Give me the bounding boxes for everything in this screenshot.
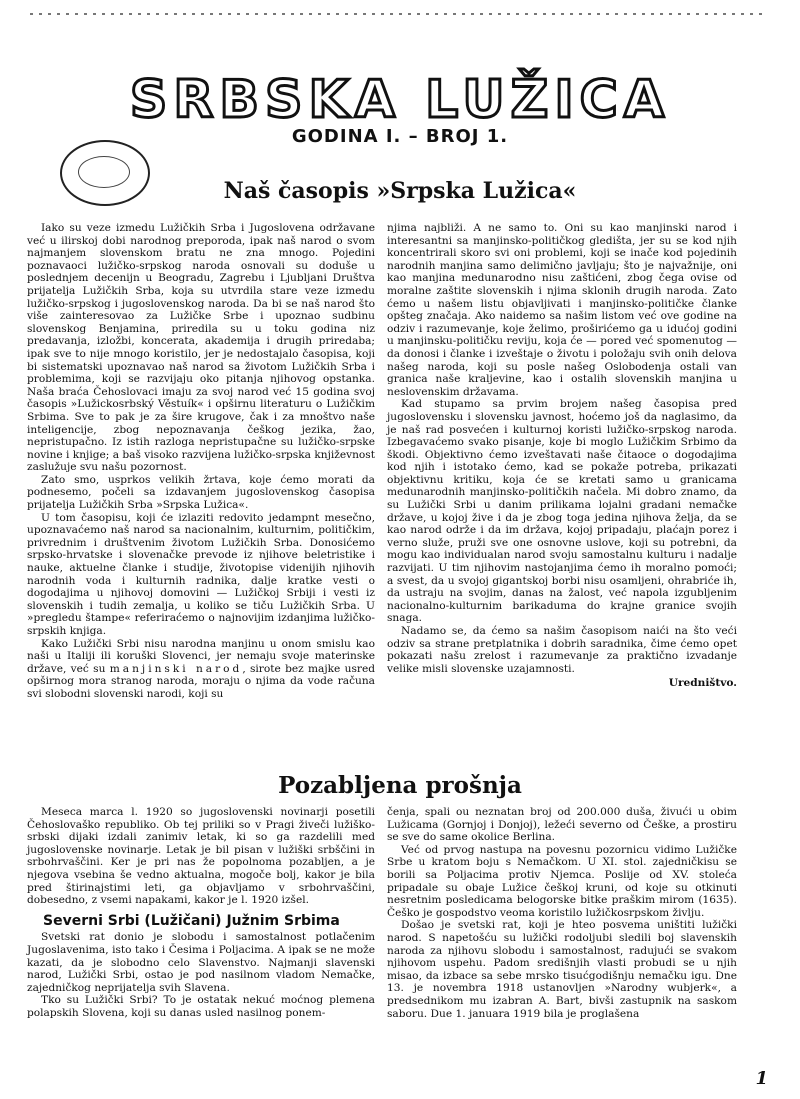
article-column-left xyxy=(27,222,375,701)
signature: Uredništvo. xyxy=(668,677,737,690)
paragraph: Već od prvog nastupa na povesnu pozornicu vidimo Lužičke Srbe u kratom boju s Nemačkom. U XI. stol. zajedničkisu se borili sa Poljacima protiv Njemca. Poslije od XV. stoleća pripadale su obaje Lužice češkoj kruni, od koje su otkinuti nesretnim posledicama belogorske bitke praškim mirom (1635). Češko je gospodstvo veoma koristilo lužičkosrpskom življu. xyxy=(387,843,737,919)
spaced-phrase: manjinski narod xyxy=(109,662,243,675)
paragraph: Svetski rat donio je slobodu i samostalnost potlačenim Jugoslavenima, isto tako i Česima i Poljacima. A ipak se ne može kazati, da je slobodno celo Slavenstvo. Najmanji slavenski narod, Lužički Srbi, ostao je pod nasilnom vladom Nemačke, zajedničkog neprijatelja svih Slavena. xyxy=(27,931,375,994)
article2-column-right xyxy=(387,806,737,1020)
article2-column-left xyxy=(27,806,375,1020)
paragraph: Došao je svetski rat, koji je hteo posvema uništiti lužički narod. S napetošću su lužički rodoljubi sledili boj slavenskih naroda za njihovu slobodu i samostalnost, radujući se svakom njihovom uspehu. Padom središnjih vlasti probudi se u njih misao, da izbace sa sebe mrsko tisućgodišnju nemačku igu. Dne 13. je novembra 1918 ustanovljen »Narodny wubjerk«, a predsednikom mu izabran A. Bart, bivši zastupnik na saskom saboru. Due 1. januara 1919 bila je proglašena xyxy=(387,919,737,1020)
article2-title: Pozabljena prošnja xyxy=(278,772,522,799)
masthead-title: SRBSKA LUŽICA xyxy=(129,70,671,130)
paragraph: Kad stupamo sa prvim brojem našeg časopisa pred jugoslovensku i slovensku javnost, hoćemo još da naglasimo, da je naš rad posvećen i kulturnoj koristi lužičko-srpskog naroda. Izbegavaćemo svako pisanje, koje bi moglo Lužičkim Srbimo da škodi. Objektivno ćemo izveštavati naše čitaoce o dogodajima kod njih i istotako ćemo, kad se pokaže potreba, prikazati objektivnu kritiku, koja će se kretati samo u granicama medunarodnih manjinsko-političkih načela. Mi dobro znamo, da su Lužički Srbi u danim prilikama lojalni gradani nemačke države, u kojoj žive i da je zbog toga jedina njihova želja, da se kao narod održe i da im država, kojoj pripadaju, plaćajn porez i verno služe, pruži sve one osnovne uslove, koji su potrebni, da mogu kao individualan narod svoju samostalnu kulturu i nadalje razvijati. U tim njihovim nastojanjima ćemo ih moralno pomoći; a svest, da u svojoj gigantskoj borbi nisu osamljeni, ohrabriće ih, da ustraju na svojim, danas na žalost, već napola izgubljenim nacionalno-kulturnim barikaduma do krajne granice svojih snaga. xyxy=(387,398,737,625)
article-column-right xyxy=(387,222,737,690)
top-rule xyxy=(30,13,765,15)
paragraph xyxy=(27,638,375,701)
page-number: 1 xyxy=(755,1068,768,1089)
issue-line: GODINA I. – BROJ 1. xyxy=(291,126,509,147)
article-title: Naš časopis »Srpska Lužica« xyxy=(223,178,577,204)
paragraph: U tom časopisu, koji će izlaziti redovito jedampnt mesečno, upoznavaćemo naš narod sa nacionalnim, kulturnim, političkim, privrednim i društvenim životom Lužičkih Srba. Donosićemo srpsko-hrvatske i slovenačke prevode iz njihove beletristike i nauke, aktuelne članke i studije, životopise videnijih njihovih narodnih voda i kulturnih radnika, dalje kratke vesti o dogodajima u njihovoj domovini — Lužičkoj Srbiji i vesti iz slovenskih i tudih zemalja, u koliko se tiču Lužičkih Srba. U »pregledu štampe« referiraćemo o najnovijim izdanjima lužičko-srpskih knjiga. xyxy=(27,511,375,637)
paragraph: Zato smo, usprkos velikih žrtava, koje ćemo morati da podnesemo, počeli sa izdavanjem jugoslovenskog časopisa prijatelja Lužičkih Srba »Srpska Lužica«. xyxy=(27,473,375,512)
paragraph: Meseca marca l. 1920 so jugoslovenski novinarji posetili Čehoslovaško republiko. Ob tej priliki so v Pragi živeči lužiško-srbski dijaki izdali zanimiv letak, ki so ga razdelili med jugoslovenske novinarje. Letak je bil pisan v lužiški srbščini in srbohrvaščini. Ker je pri nas že popolnoma pozabljen, a je njegova vsebina še vedno aktualna, mogoče bolj, kakor je bila pred štirinajstimi leti, ga objavljamo v srbohrvaščini, dobesedno, z vsemi napakami, kakor je l. 1920 izšel. xyxy=(27,806,375,907)
subheading: Severni Srbi (Lužičani) Južnim Srbima xyxy=(43,912,340,929)
paragraph: čenja, spali ou neznatan broj od 200.000 duša, živući u obim Lužicama (Gornjoj i Donjoj), ležeći severno od Češke, a prostiru se sve do same okolice Berlina. xyxy=(387,806,737,844)
paragraph: Tko su Lužički Srbi? To je ostatak nekuć moćnog plemena polapskih Slovena, koji su danas usled nasilnog ponem- xyxy=(27,994,375,1019)
paragraph: Iako su veze izmedu Lužičkih Srba i Jugoslovena održavane već u ilirskoj dobi narodnog preporoda, ipak naš narod o svom najmanjem slovenskom bratu ne zna mnogo. Pojedini poznavaoci lužičko-srpskog naroda osnovali su doduše u poslednjem decenijn u Beogradu, Zagrebu i Ljubljani Društva prijatelja Lužičkih Srba, koja su utvrdila stare veze izmedu lužičko-srpskog i jugoslovenskog naroda. Da bi se naš narod što više zainteresovao za Lužičke Srbe i upoznao sudbinu slovenskog Benjamina, priredila su u toku godina niz predavanja, izložbi, koncerata, akademija i drugih priredaba; ipak sve to nije mnogo koristilo, jer je nedostajalo časopisa, koji bi sistematski upoznavao naš narod sa životom Lužičkih Srba i problemima, koji se razvijaju oko pitanja njihovog opstanka. Naša braća Čehoslovaci imaju za svoj narod već 15 godina svoj časopis »Lužickosrbský Věstuík« i opširnu literaturu o Lužičkim Srbima. Sve to pak je za šire krugove, čak i za mnoštvo naše inteligencije, zbog nepoznavanja češkog jezika, žao, nepristupačno. Iz istih razloga nepristupačne su lužičko-srpske novine i knjige; a baš visoko razvijena lužičko-srpska književnost zaslužuje svu našu pozornost. xyxy=(27,222,375,474)
paragraph: Nadamo se, da ćemo sa našim časopisom naići na što veći odziv sa strane pretplatnika i dobrih saradnika, čime ćemo opet pokazati našu zrelost i razumevanje za praktično izvadanje velike misli slovenske uzajamnosti. xyxy=(387,625,737,675)
paragraph-text: , sirote bez majke usred opširnog mora stranog naroda, moraju o njima da vode računa svi slobodni slovenski narodi, koji su xyxy=(27,662,376,700)
paragraph-text: Kako Lužički Srbi nisu narodna manjinu u onom smislu kao naši u Italiji ili koruški Slovenci, jer nemaju svoje materinske države, već su xyxy=(27,637,375,675)
paragraph: njima najbliži. A ne samo to. Oni su kao manjinski narod i interesantni sa manjinsko-političkog gledišta, jer su se kod njih koncentrirali skoro svi oni problemi, koji se inače kod pojedinih narodnih manjina samo delimično javljaju; što je najvažnije, oni kao manjina medunarodno nisu zaštićeni, zbog čega ovise od moralne zaštite slovenskih i njima sklonih drugih naroda. Zato ćemo u našem listu objavljivati i manjinsko-političke članke opšteg značaja. Ako naidemo sa našim listom već ove godine na odziv i razumevanje, koje želimo, proširićemo ga u idućoj godini u manjinsku-političku reviju, koja će — pored već spomenutog — da donosi i članke i izveštaje o životu i položaju svih onih delova našeg naroda, koji su posle našeg Oslobodenja ostali van granica naše kraljevine, kao i ostalih slovenskih manjina u neslovenskim državama. xyxy=(387,222,737,398)
